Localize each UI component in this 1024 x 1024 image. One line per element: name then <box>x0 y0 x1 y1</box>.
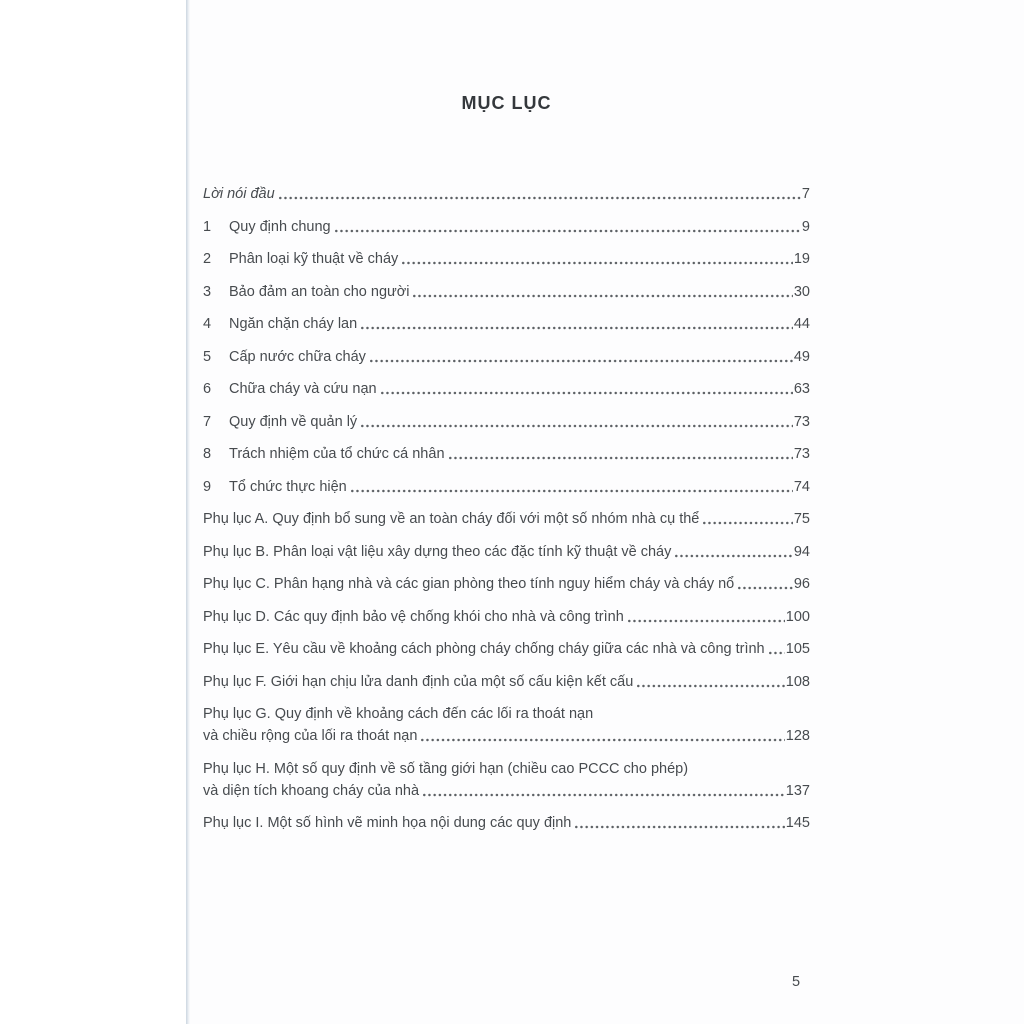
toc-entry-label: Phụ lục B. Phân loại vật liệu xây dựng theo các đặc tính kỹ thuật về cháy <box>203 543 672 560</box>
toc-entry-label: Phụ lục A. Quy định bổ sung về an toàn cháy đối với một số nhóm nhà cụ thể <box>203 511 700 527</box>
toc-entry-label: Phụ lục H. Một số quy định về số tầng giới hạn (chiều cao PCCC cho phép) <box>203 760 689 777</box>
toc-row <box>203 381 810 398</box>
dot-leader <box>351 488 793 494</box>
toc-entry-label: Chữa cháy và cứu nạn <box>229 381 377 397</box>
toc-entry-page: 145 <box>785 815 810 831</box>
toc-entry-page: 137 <box>785 782 810 799</box>
toc-entry-page: 75 <box>793 511 810 527</box>
toc-entry-label: Ngăn chặn cháy lan <box>229 316 358 332</box>
toc-list <box>203 186 810 832</box>
dot-leader <box>637 683 785 689</box>
toc-entry-label: Bảo đảm an toàn cho người <box>229 283 410 300</box>
toc-entry-label: Phụ lục G. Quy định về khoảng cách đến các lối ra thoát nạn <box>203 706 594 722</box>
toc-row <box>203 815 810 832</box>
dot-leader <box>361 325 793 331</box>
toc-entry-label: Phụ lục I. Một số hình vẽ minh họa nội dung các quy định <box>203 815 572 831</box>
toc-entry-label: Phụ lục F. Giới hạn chịu lửa danh định của một số cấu kiện kết cấu <box>203 673 634 690</box>
toc-row <box>203 511 810 528</box>
toc-entry-page: 49 <box>793 348 810 365</box>
toc-row <box>203 609 810 626</box>
dot-leader <box>703 520 792 526</box>
toc-entry-number: 1 <box>203 218 212 235</box>
dot-leader <box>421 737 784 743</box>
toc-entry-number: 9 <box>203 478 212 495</box>
toc-entry-label: Cấp nước chữa cháy <box>229 348 366 365</box>
toc-row <box>203 761 810 778</box>
toc-entry-label: Trách nhiệm của tổ chức cá nhân <box>229 446 445 462</box>
dot-leader <box>575 824 784 830</box>
footer-page-number: 5 <box>791 974 801 990</box>
toc-entry-page: 19 <box>793 251 810 267</box>
toc-entry-number: 5 <box>203 348 212 365</box>
toc-entry-page: 108 <box>785 673 810 690</box>
dot-leader <box>413 293 792 299</box>
toc-row <box>203 706 810 723</box>
toc-entry-number: 7 <box>203 413 212 430</box>
dot-leader <box>370 358 793 364</box>
toc-entry-page: 105 <box>785 641 810 657</box>
toc-row <box>203 479 810 496</box>
toc-entry-page: 7 <box>801 186 810 202</box>
toc-row <box>203 251 810 268</box>
toc-entry-label: Phân loại kỹ thuật về cháy <box>229 251 399 267</box>
toc-entry-label: Lời nói đầu <box>203 186 275 202</box>
page-title: MỤC LỤC <box>461 93 552 113</box>
toc-entry-label: và chiều rộng của lối ra thoát nạn <box>203 728 418 744</box>
dot-leader <box>738 585 793 591</box>
toc-row <box>203 674 810 691</box>
toc-row <box>203 544 810 561</box>
toc-entry-label: Phụ lục C. Phân hạng nhà và các gian phòng theo tính nguy hiểm cháy và cháy nổ <box>203 576 735 592</box>
toc-entry-page: 44 <box>793 316 810 332</box>
dot-leader <box>423 792 785 798</box>
dot-leader <box>402 260 793 266</box>
toc-entry-page: 96 <box>793 576 810 592</box>
dot-leader <box>381 390 793 396</box>
toc-entry-label: Quy định về quản lý <box>229 413 358 430</box>
toc-row <box>203 186 810 203</box>
toc-entry-number: 6 <box>203 381 212 397</box>
toc-entry-page: 128 <box>785 728 810 744</box>
dot-leader <box>769 650 785 656</box>
toc-entry-label: Phụ lục D. Các quy định bảo vệ chống khói cho nhà và công trình <box>203 608 624 625</box>
toc-entry-page: 63 <box>793 381 810 397</box>
toc-row <box>203 219 810 236</box>
toc-row <box>203 284 810 301</box>
dot-leader <box>361 423 793 429</box>
toc-row <box>203 576 810 593</box>
toc-content <box>203 93 810 848</box>
toc-entry-number: 3 <box>203 283 212 300</box>
toc-entry-number: 2 <box>203 251 212 267</box>
toc-entry-page: 73 <box>793 446 810 462</box>
dot-leader <box>628 618 785 624</box>
toc-row <box>203 641 810 658</box>
toc-row <box>203 728 810 745</box>
dot-leader <box>335 228 801 234</box>
dot-leader <box>675 553 793 559</box>
toc-entry-page: 74 <box>793 478 810 495</box>
toc-row <box>203 316 810 333</box>
toc-entry-label: Tổ chức thực hiện <box>229 478 347 495</box>
toc-entry-page: 73 <box>793 413 810 430</box>
toc-entry-label: Quy định chung <box>229 218 331 235</box>
toc-entry-page: 100 <box>785 608 810 625</box>
toc-row <box>203 783 810 800</box>
toc-entry-page: 94 <box>793 543 810 560</box>
dot-leader <box>449 455 793 461</box>
toc-entry-page: 30 <box>793 283 810 300</box>
page-edge-shadow <box>186 0 190 1024</box>
toc-entry-label: Phụ lục E. Yêu cầu về khoảng cách phòng cháy chống cháy giữa các nhà và công trình <box>203 641 765 657</box>
dot-leader <box>279 195 801 201</box>
toc-row <box>203 349 810 366</box>
toc-entry-page: 9 <box>801 218 810 235</box>
toc-entry-number: 4 <box>203 316 212 332</box>
toc-row <box>203 446 810 463</box>
toc-entry-number: 8 <box>203 446 212 462</box>
toc-row <box>203 414 810 431</box>
toc-entry-label: và diện tích khoang cháy của nhà <box>203 782 420 799</box>
